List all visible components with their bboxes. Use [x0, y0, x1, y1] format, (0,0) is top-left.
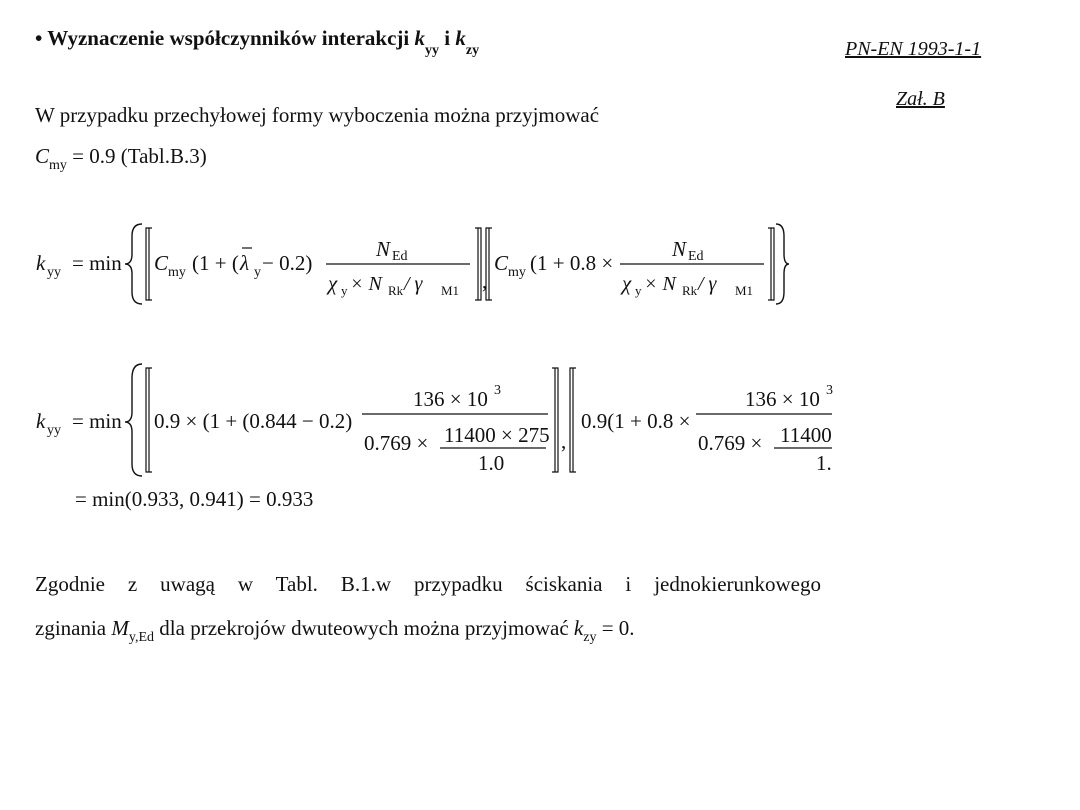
note-line-2 [35, 616, 635, 645]
heading-conj: i [444, 26, 451, 50]
f1-lhs: k [36, 251, 46, 275]
f1-right-brace [776, 224, 789, 304]
annex-reference: Zał. B [896, 88, 945, 110]
f1-left-bracket-1 [146, 228, 152, 300]
cmy-value: = 0.9 (Tabl.B.3) [66, 144, 207, 168]
f1-den2-chi: χ [622, 271, 632, 295]
note-m-sub: y,Ed [128, 630, 155, 645]
note-line-1: Zgodnie z uwagą w Tabl. B.1.w przypadku ściskania i jednokierunkowego [35, 572, 821, 596]
f1-comma: , [482, 269, 488, 293]
f1-den-slash: / γ [404, 273, 423, 295]
f2-b-inner-den: 1. [816, 451, 832, 475]
heading-k2-sub: zy [465, 43, 480, 58]
f1-left-brace [125, 224, 142, 304]
note-zginania: zginania [35, 616, 112, 640]
heading-text: Wyznaczenie współczynników interakcji [47, 26, 410, 50]
f1-den-chi: χ [328, 271, 338, 295]
cmy-sub: my [49, 158, 67, 173]
bullet: • [35, 26, 43, 50]
f1-c2-sub: my [508, 265, 526, 280]
cmy-line [35, 144, 207, 173]
f1-right-bracket-2 [768, 228, 774, 300]
f2-left-brace [125, 364, 142, 476]
cmy-symbol: C [35, 144, 50, 168]
f2-b-inner-num: 11400 [780, 423, 832, 447]
kyy-general-formula [30, 218, 790, 310]
f1-lambda-sub: y [254, 265, 261, 280]
note-m: M [111, 616, 129, 640]
note-middle: dla przekrojów dwuteowych można przyjmować [154, 616, 574, 640]
f1-num-n: N [376, 237, 391, 261]
f1-eq-min: = min [72, 251, 122, 275]
f1-den2-times: × N [644, 273, 676, 295]
f2-b-exp: 3 [826, 383, 833, 398]
f1-den-times: × N [350, 273, 382, 295]
heading-k-sub: yy [425, 43, 440, 58]
f2-comma: , [561, 429, 567, 453]
f2-a-pre: 0.9 × (1 + (0.844 − 0.2) [154, 409, 353, 433]
f2-b-pre: 0.9(1 + 0.8 × [581, 409, 691, 433]
f1-den2-m1: M1 [735, 283, 754, 298]
note-k: k [573, 616, 584, 640]
f2-lhs: k [36, 409, 46, 433]
f2-b-num: 136 × 10 [745, 387, 820, 411]
f2-left-bracket-1 [146, 368, 152, 472]
f2-left-bracket-2 [570, 368, 576, 472]
f1-den-m1: M1 [441, 283, 460, 298]
f1-den2-rk: Rk [682, 283, 698, 298]
f1-term1b: − 0.2) [262, 251, 313, 275]
f2-a-exp: 3 [494, 383, 501, 398]
standard-reference: PN-EN 1993-1-1 [845, 38, 982, 60]
note-k-sub: zy [583, 630, 597, 645]
f2-eq-min: = min [72, 409, 122, 433]
f1-term1: (1 + ( [192, 251, 239, 275]
f1-den2-slash: / γ [698, 273, 717, 295]
f1-right-bracket-1 [475, 228, 481, 300]
f2-a-inner-den: 1.0 [478, 451, 505, 475]
f2-b-den-pre: 0.769 × [698, 431, 763, 455]
result-line: = min(0.933, 0.941) = 0.933 [75, 487, 314, 511]
section-heading [35, 26, 480, 58]
kyy-numeric-formula [30, 360, 850, 480]
f1-c2: C [494, 251, 509, 275]
f1-den-chi-sub: y [341, 283, 348, 298]
f2-lhs-sub: yy [47, 423, 61, 438]
f1-num-sub: Ed [392, 249, 408, 264]
f1-term2: (1 + 0.8 × [530, 251, 614, 275]
f2-a-inner-num: 11400 × 275 [444, 423, 550, 447]
f1-lambda: λ [240, 251, 250, 275]
intro-line: W przypadku przechyłowej formy wyboczenia można przyjmować [35, 103, 600, 127]
f1-num2-n: N [672, 237, 687, 261]
heading-k2: k [455, 26, 466, 50]
f2-a-den-pre: 0.769 × [364, 431, 429, 455]
f1-den2-chi-sub: y [635, 283, 642, 298]
f1-den-rk: Rk [388, 283, 404, 298]
f1-lhs-sub: yy [47, 265, 61, 280]
f2-a-num: 136 × 10 [413, 387, 488, 411]
f1-num2-sub: Ed [688, 249, 704, 264]
heading-k: k [414, 26, 426, 50]
f1-c: C [154, 251, 169, 275]
f2-right-bracket-1 [552, 368, 558, 472]
note-end: = 0. [596, 616, 635, 640]
f1-c-sub: my [168, 265, 186, 280]
